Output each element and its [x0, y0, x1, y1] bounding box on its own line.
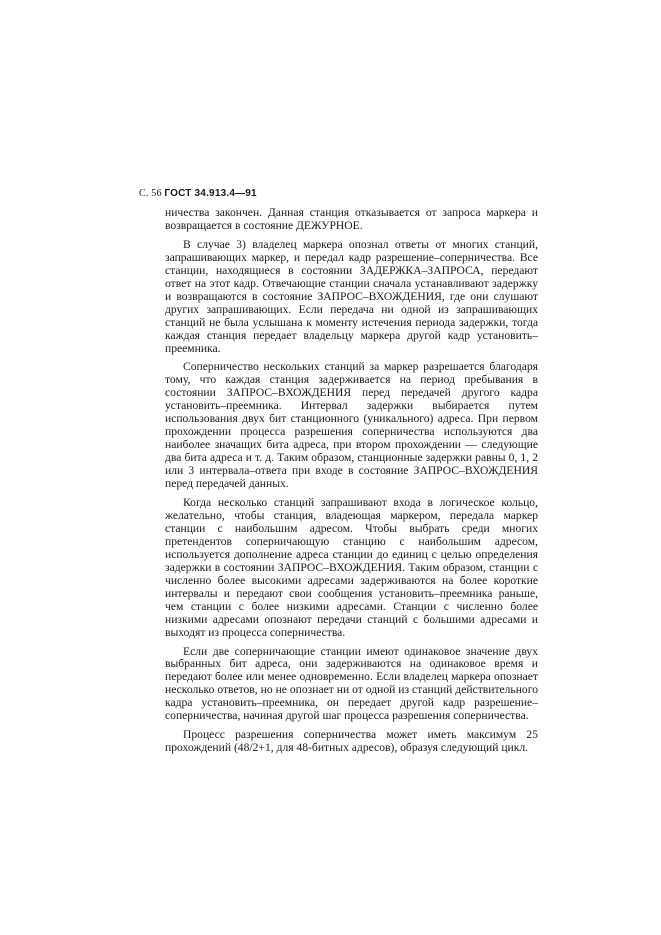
- paragraph: Процесс разрешения соперничества может иметь максимум 25 прохождений (48/2+1, для 48-битных адресов), образуя следующий цикл.: [165, 728, 538, 755]
- paragraph: Соперничество нескольких станций за маркер разрешается благодаря тому, что каждая станция задерживается на период пребывания в состоянии ЗАПРОС–ВХОЖДЕНИЯ перед передачей другого кадра установить–преемника. Интервал задержки выбирается путем использования двух бит станционного (уникального) адреса. При первом прохождении процесса разрешения соперничества используются два наиболее значащих бита адреса, при втором прохождении — следующие два бита адреса и т. д. Таким образом, станционные задержки равны 0, 1, 2 или 3 интервала–ответа при входе в состояние ЗАПРОС–ВХОЖДЕНИЯ перед передачей данных.: [165, 360, 538, 491]
- standard-code: ГОСТ 34.913.4—91: [164, 188, 257, 199]
- page-header: [139, 188, 257, 199]
- paragraph-continued: ничества закончен. Данная станция отказывается от запроса маркера и возвращается в состояние ДЕЖУРНОЕ.: [165, 206, 538, 232]
- document-body: [165, 207, 538, 761]
- paragraph: Когда несколько станций запрашивают входа в логическое кольцо, желательно, чтобы станция, владеющая маркером, передала маркер станции с наибольшим адресом. Чтобы выбрать среди многих претендентов соперничающую станцию с наибольшим адресом, используется дополнение адреса станции до единиц с целью определения задержки в состоянии ЗАПРОС–ВХОЖДЕНИЯ. Таким образом, станции с численно более высокими адресами задерживаются на более короткие интервалы и передают свои сообщения установить–преемника раньше, чем станции с более низкими адресами. Станции с численно более низкими адресами опознают передачи станций с большими адресами и выходят из процесса соперничества.: [165, 496, 538, 639]
- paragraph: В случае 3) владелец маркера опознал ответы от многих станций, запрашивающих маркер, и передал кадр разрешение–соперничества. Все станции, находящиеся в состоянии ЗАДЕРЖКА–ЗАПРОСА, передают ответ на этот кадр. Отвечающие станции сначала устанавливают задержку и возвращаются в состояние ЗАПРОС–ВХОЖДЕНИЯ, где они слушают других запрашивающих. Если передача ни одной из запрашивающих станций не была услышана к моменту истечения периода задержки, тогда каждая станция передает владельцу маркера другой кадр установить–преемника.: [165, 237, 538, 355]
- page-number: С. 56: [139, 188, 162, 199]
- paragraph: Если две соперничающие станции имеют одинаковое значение двух выбранных бит адреса, они задерживаются на одинаковое время и передают более или менее одновременно. Если владелец маркера опознает несколько ответов, но не опознает ни от одной из станций действительного кадра установить–преемника, он передает другой кадр разрешение–соперничества, начиная другой шаг процесса разрешения соперничества.: [165, 644, 538, 723]
